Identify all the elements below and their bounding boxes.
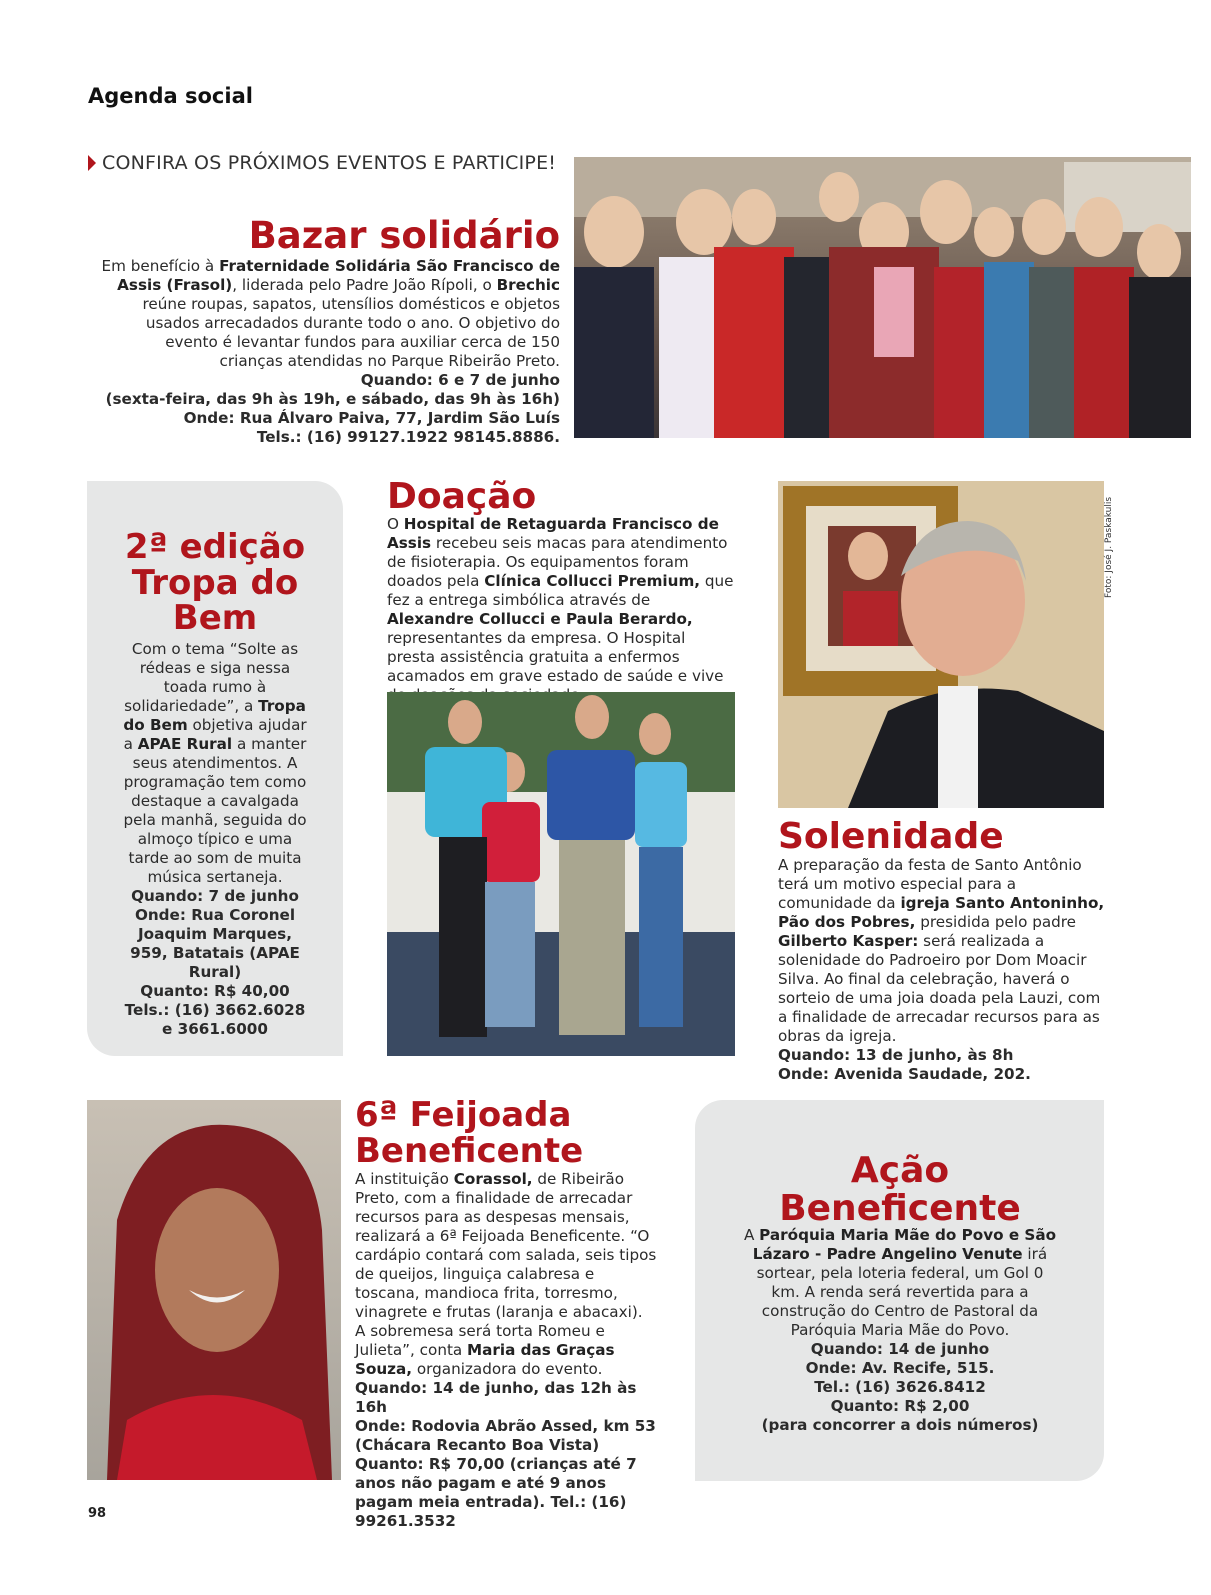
acao-title [720, 1152, 1080, 1228]
doacao-title: Doação [387, 476, 537, 517]
bazar-photo-art [574, 157, 1191, 438]
acao-price: Quanto: R$ 2,00 [830, 1397, 970, 1415]
bazar-text-3: reúne roupas, sapatos, utensílios domésticos e objetos usados arrecadados durante todo o ano. O objetivo do evento é levantar fundos para auxiliar cerca de 150 crianças atendidas no Parque Ribeirão Preto. [142, 295, 560, 370]
acao-where: Onde: Av. Recife, 515. [805, 1359, 995, 1377]
solenidade-bold-2: Gilberto Kasper: [778, 932, 919, 950]
tropa-bold-2: APAE Rural [137, 735, 233, 753]
solenidade-text-1: A preparação da festa de Santo Antônio terá um motivo especial para a comunidade da [778, 856, 1082, 912]
feijoada-bold-1: Corassol, [453, 1170, 533, 1188]
bazar-tel: Tels.: (16) 99127.1922 98145.8886. [256, 428, 560, 446]
doacao-text-2: recebeu seis macas para atendimento de fisioterapia. Os equipamentos foram doados pela [387, 534, 728, 590]
doacao-body [387, 515, 737, 705]
tropa-text-1: Com o tema “Solte as rédeas e siga nessa toada rumo à solidariedade”, a [124, 640, 299, 715]
bazar-when: Quando: 6 e 7 de junho [360, 371, 560, 389]
photo-credit: Foto: José J. Paskakulis [1104, 496, 1114, 598]
acao-text-2: irá sortear, pela loteria federal, um Gol 0 km. A renda será revertida para a construção do Centro de Pastoral da Paróquia Maria Mãe do Povo. [756, 1245, 1048, 1339]
acao-bold-1: Paróquia Maria Mãe do Povo e São Lázaro - Padre Angelino Venute [752, 1226, 1057, 1263]
bazar-text-2: , liderada pelo Padre João Rípoli, o [232, 276, 497, 294]
feijoada-bold-2: Maria das Graças Souza, [355, 1341, 615, 1378]
doacao-bold-3: Alexandre Collucci e Paula Berardo, [387, 610, 693, 628]
solenidade-where: Onde: Avenida Saudade, 202. [778, 1065, 1031, 1083]
feijoada-where: Onde: Rodovia Abrão Assed, km 53 (Chácara Recanto Boa Vista) [355, 1417, 656, 1454]
acao-text-1: A [743, 1226, 760, 1244]
feijoada-text-1: A instituição [355, 1170, 454, 1188]
arrow-icon [88, 155, 96, 171]
bazar-where: Onde: Rua Álvaro Paiva, 77, Jardim São Luís [183, 409, 560, 427]
bazar-title: Bazar solidário [248, 214, 560, 257]
section-title: Agenda social [88, 84, 253, 108]
feijoada-title-line2: Beneficente [355, 1130, 584, 1171]
bazar-org: Fraternidade Solidária São Francisco de Assis (Frasol) [117, 257, 560, 294]
bazar-brechic: Brechic [496, 276, 560, 294]
feijoada-body [355, 1170, 657, 1531]
feijoada-title-line1: 6ª Feijoada [355, 1095, 572, 1135]
acao-when: Quando: 14 de junho [810, 1340, 990, 1358]
feijoada-text-3: organizadora do evento. [412, 1360, 603, 1378]
acao-note: (para concorrer a dois números) [761, 1416, 1039, 1434]
tropa-text-2: objetiva ajudar a [123, 716, 307, 753]
doacao-bold-2: Clínica Collucci Premium, [484, 572, 701, 590]
page-number: 98 [88, 1506, 107, 1521]
solenidade-photo-art [778, 481, 1104, 808]
solenidade-bold-1: igreja Santo Antoninho, Pão dos Pobres, [778, 894, 1105, 931]
kicker-text: CONFIRA OS PRÓXIMOS EVENTOS E PARTICIPE! [102, 152, 557, 174]
feijoada-when: Quando: 14 de junho, das 12h às 16h [355, 1379, 637, 1416]
kicker [88, 152, 556, 174]
solenidade-body [778, 856, 1110, 1084]
feijoada-price: Quanto: R$ 70,00 (crianças até 7 anos não pagam e até 9 anos pagam meia entrada). Tel.: (16) 99261.3532 [355, 1455, 637, 1530]
tropa-tel: Tels.: (16) 3662.6028 e 3661.6000 [124, 1001, 306, 1038]
doacao-text-3: que fez a entrega simbólica através de [387, 572, 734, 609]
feijoada-photo-art [87, 1100, 341, 1480]
bazar-hours: (sexta-feira, das 9h às 19h, e sábado, das 9h às 16h) [105, 390, 560, 408]
doacao-photo [387, 692, 735, 1056]
solenidade-priest-photo [778, 481, 1104, 808]
tropa-where: Onde: Rua Coronel Joaquim Marques, 959, Batatais (APAE Rural) [130, 906, 300, 981]
feijoada-woman-photo [87, 1100, 341, 1480]
doacao-text-4: representantes da empresa. O Hospital presta assistência gratuita a enfermos acamados em grave estado de saúde e vive [387, 629, 724, 685]
feijoada-title [355, 1095, 584, 1171]
tropa-body [118, 640, 312, 1039]
tropa-bold-1: Tropa do Bem [123, 697, 306, 734]
tropa-title: 2ª edição Tropa do Bem [124, 527, 306, 639]
acao-title-line2: Beneficente [779, 1187, 1021, 1229]
acao-title-line1: Ação [850, 1150, 950, 1191]
doacao-photo-art [387, 692, 735, 1056]
bazar-body [100, 257, 560, 447]
bazar-text-1: Em benefício à [101, 257, 220, 275]
bazar-group-photo [574, 157, 1191, 438]
doacao-text-1: O [387, 515, 404, 533]
doacao-bold-1: Hospital de Retaguarda Francisco de Assis [387, 515, 719, 552]
solenidade-text-2: presidida pelo padre [915, 913, 1077, 931]
tropa-when: Quando: 7 de junho [131, 887, 299, 905]
feijoada-text-2: de Ribeirão Preto, com a finalidade de arrecadar recursos para as despesas mensais, realizará a 6ª Feijoada Beneficente. “O cardápio contará com salada, seis tipos de queijos, linguiça calabresa e toscana, mandioca frita, torresmo, vinagrete e frutas (laranja e abacaxi). A sobremesa será torta Romeu e Julieta”, conta [355, 1170, 657, 1359]
solenidade-when: Quando: 13 de junho, às 8h [778, 1046, 1014, 1064]
solenidade-text-3: será realizada a solenidade do Padroeiro por Dom Moacir Silva. Ao final da celebração, haverá o sorteio de uma joia doada pela Lauzi, com a finalidade de arrecadar recursos para as obras da igreja. [778, 932, 1101, 1045]
tropa-price: Quanto: R$ 40,00 [140, 982, 290, 1000]
acao-body [740, 1226, 1060, 1435]
solenidade-title: Solenidade [778, 816, 1004, 857]
tropa-text-3: a manter seus atendimentos. A programação tem como destaque a cavalgada pela manhã, seguida do almoço típico e uma tarde ao som de muita música sertaneja. [123, 735, 307, 886]
acao-tel: Tel.: (16) 3626.8412 [814, 1378, 986, 1396]
